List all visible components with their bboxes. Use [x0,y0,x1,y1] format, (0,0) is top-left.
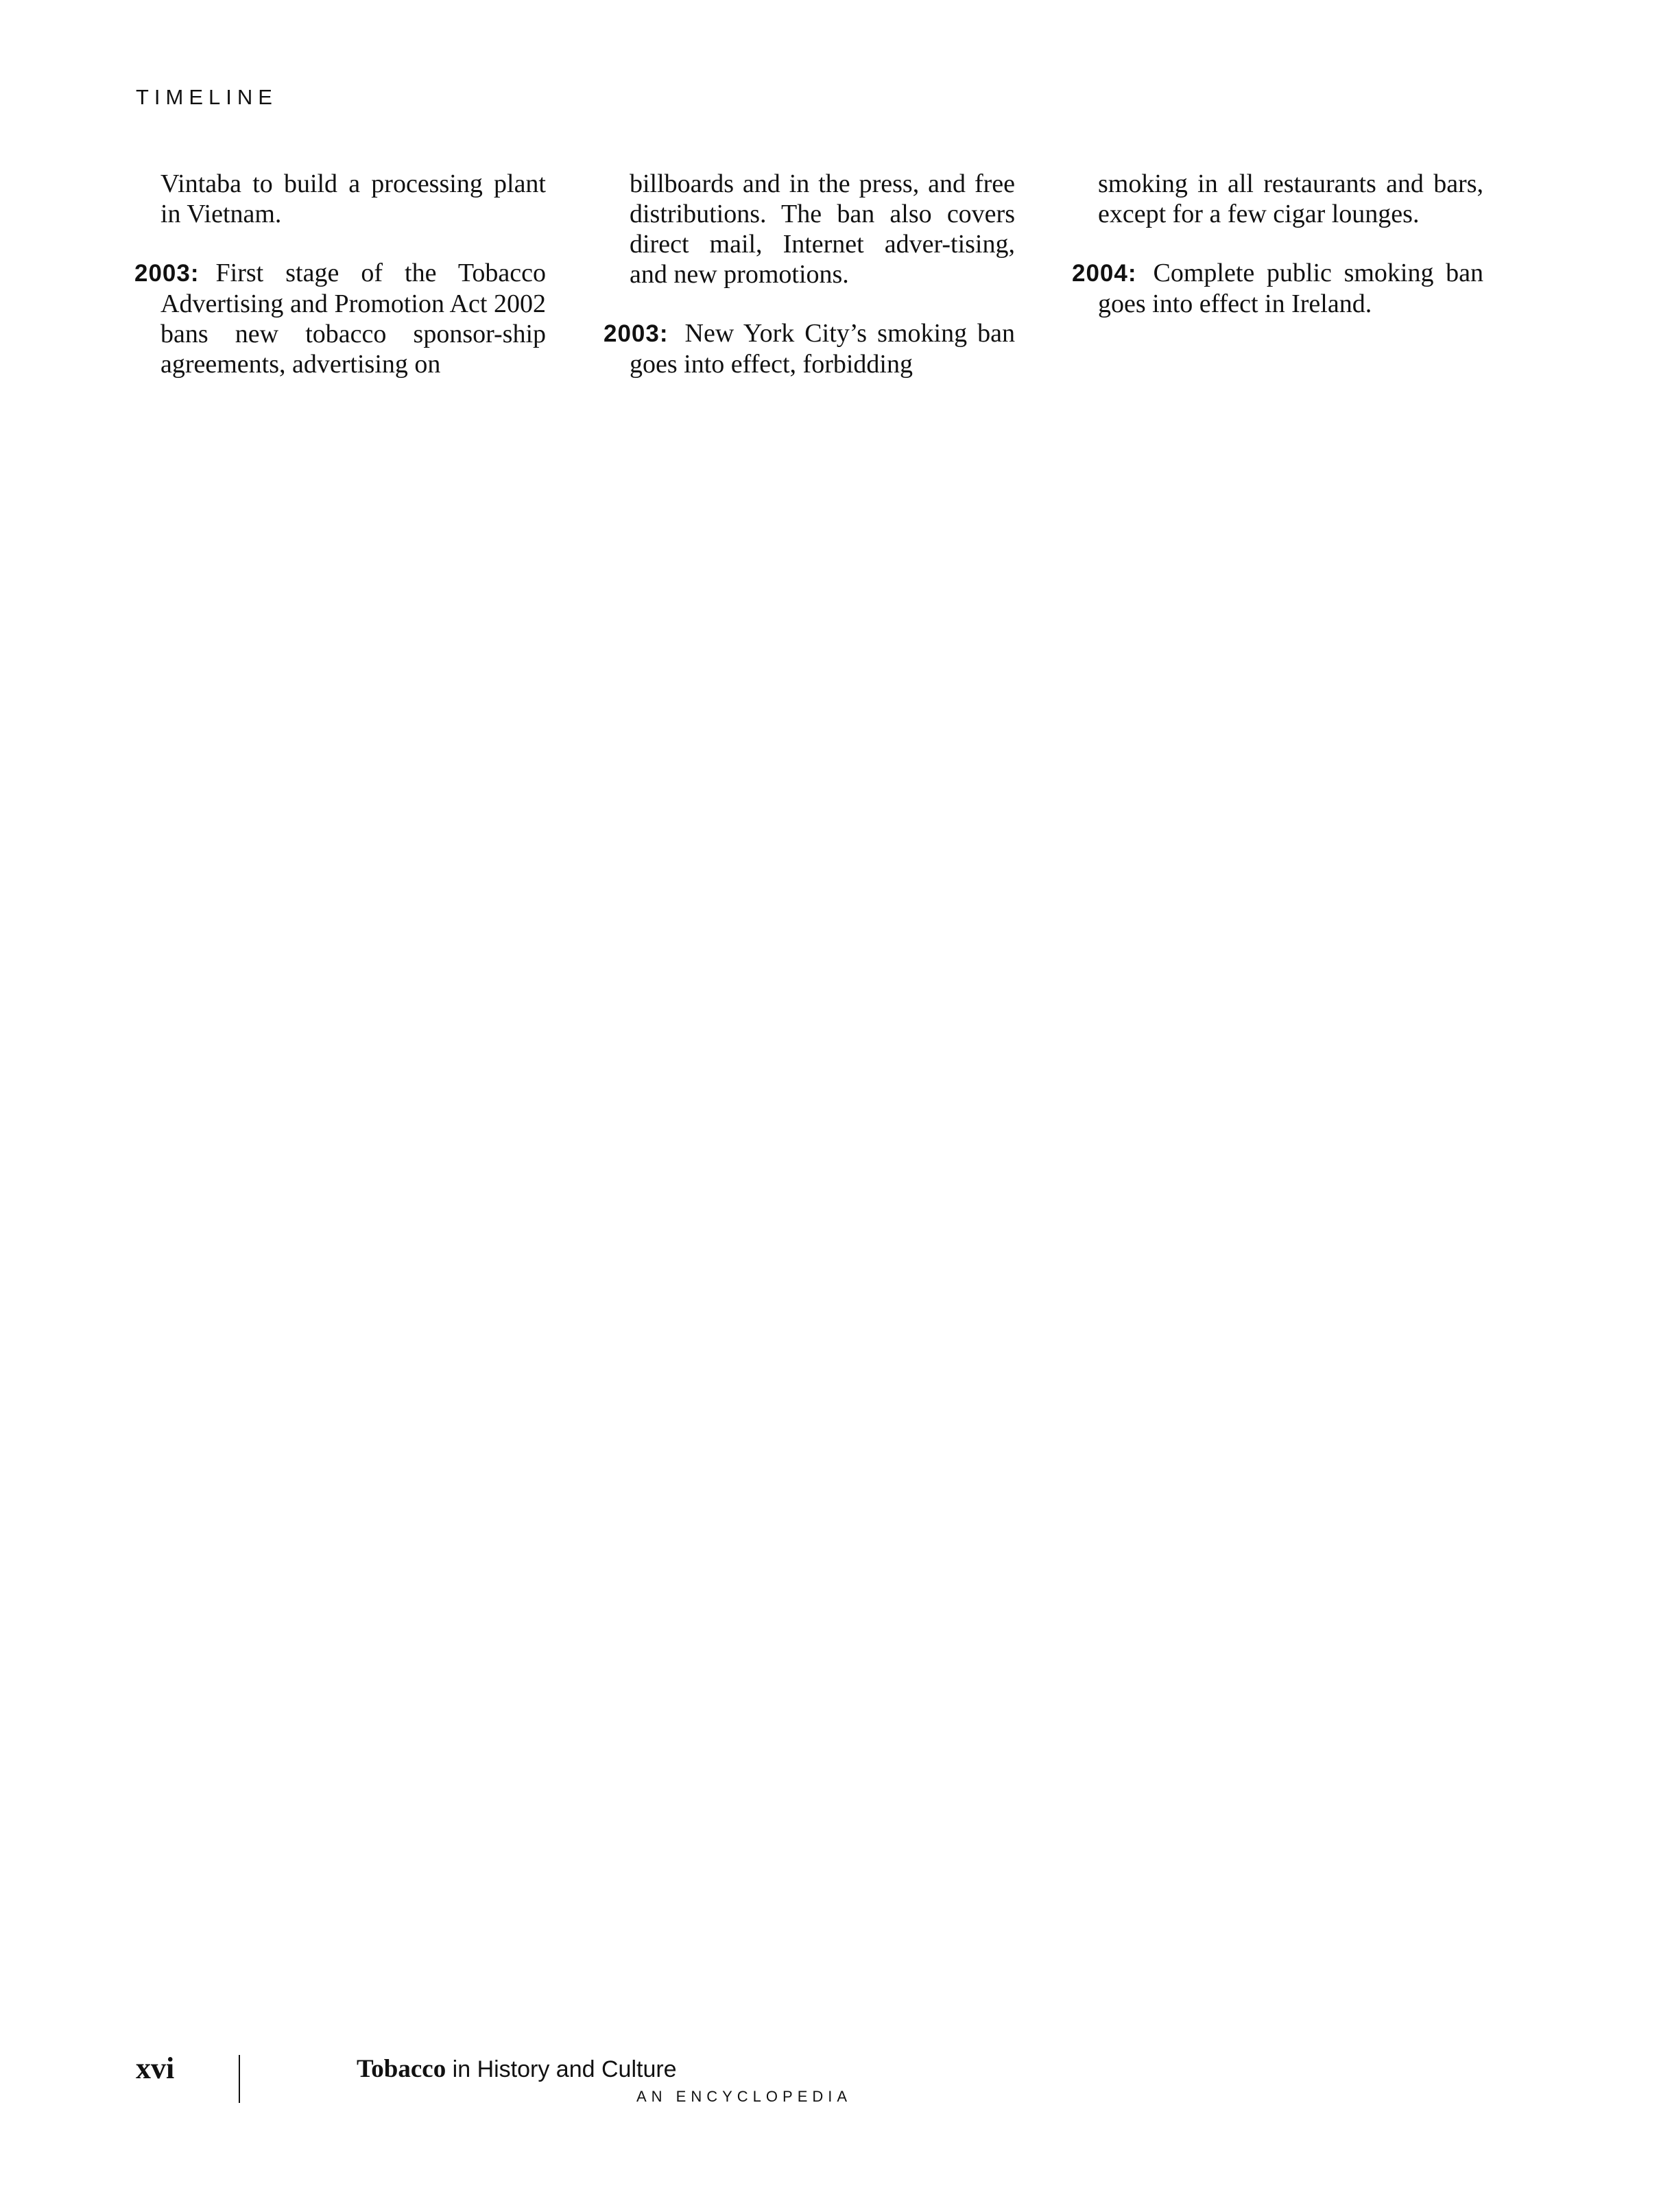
footer-divider [239,2055,240,2103]
entry-text: First stage of the Tobacco Advertising and Promotion Act 2002 bans new tobacco sponsor-ship agreements, advertising on [160,259,546,379]
book-title [357,2054,677,2084]
timeline-entry [134,258,546,379]
book-title-rest: in History and Culture [446,2056,677,2082]
timeline-entry [1072,258,1483,319]
running-head: TIMELINE [136,85,278,109]
timeline-entry-continuation [134,169,546,229]
entry-year: 2003: [134,260,200,287]
entry-text: billboards and in the press, and free distributions. The ban also covers direct mail, Internet adver-tising, and new promotions. [630,169,1015,289]
entry-year: 2004: [1072,260,1137,287]
entry-text: New York City’s smoking ban goes into effect, forbidding [630,319,1015,379]
timeline-column-2 [604,169,1015,408]
book-title-brand: Tobacco [357,2055,446,2083]
timeline-column-3 [1072,169,1483,348]
timeline-column-1 [134,169,546,408]
entry-text: smoking in all restaurants and bars, except for a few cigar lounges. [1098,169,1483,228]
timeline-entry [604,318,1015,379]
entry-text: Vintaba to build a processing plant in Vietnam. [160,169,546,228]
page-number: xvi [136,2052,175,2085]
entry-text: Complete public smoking ban goes into effect in Ireland. [1098,259,1483,318]
timeline-entry-continuation [1072,169,1483,229]
entry-year: 2003: [604,320,669,347]
timeline-entry-continuation [604,169,1015,289]
book-subtitle: AN ENCYCLOPEDIA [636,2088,852,2105]
